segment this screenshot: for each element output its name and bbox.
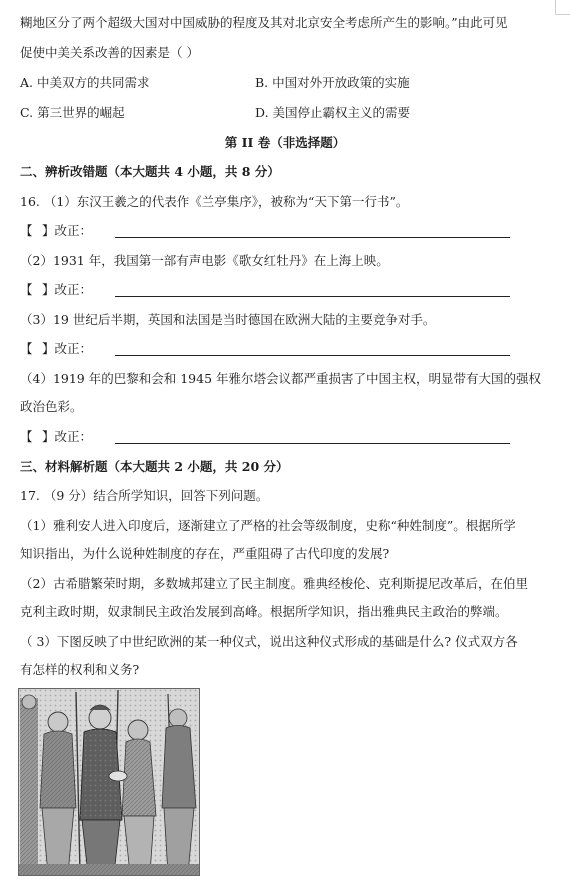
option-d-label: D. (255, 105, 269, 120)
q17-sub2-line1: （2）古希腊繁荣时期，多数城邦建立了民主制度。雅典经梭伦、克利斯提尼改革后，在伯里 (20, 576, 528, 591)
page-corner-mark (555, 0, 570, 15)
correction-row-1 (20, 222, 510, 240)
answer-line (115, 355, 510, 356)
left-bracket: 【 (20, 282, 33, 297)
correction-row-2 (20, 281, 510, 299)
correction-label: 】改正： (42, 341, 93, 356)
option-a (20, 74, 150, 92)
q17-sub1-line1: （1）雅利安人进入印度后，逐渐建立了严格的社会等级制度，史称“种姓制度”。根据所学 (20, 518, 516, 533)
answer-line (115, 237, 510, 238)
option-c (20, 104, 125, 122)
q17-sub3-line2: 有怎样的权利和义务? (20, 662, 140, 677)
option-d (255, 104, 410, 122)
correction-label: 】改正： (42, 223, 93, 238)
correction-label: 】改正： (42, 282, 93, 297)
q15-text-line2: 促使中美关系改善的因素是（ ） (20, 45, 199, 60)
q16-item3: （3）19 世纪后半期，英国和法国是当时德国在欧洲大陆的主要竞争对手。 (20, 312, 436, 327)
option-c-text: 第三世界的崛起 (37, 105, 125, 120)
option-b-label: B. (255, 75, 269, 90)
correction-row-3 (20, 340, 510, 358)
q16-item1: 16. （1）东汉王羲之的代表作《兰亭集序》，被称为“天下第一行书”。 (20, 194, 409, 209)
left-bracket: 【 (20, 341, 33, 356)
q17-sub1-line2: 知识指出，为什么说种姓制度的存在，严重阻碍了古代印度的发展? (20, 546, 390, 561)
q17-sub3-line1: （ 3）下图反映了中世纪欧洲的某一种仪式，说出这种仪式形成的基础是什么? 仪式双方各 (20, 634, 518, 649)
q17-sub2-line2: 克利主政时期，奴隶制民主政治发展到高峰。根据所学知识，指出雅典民主政治的弊端。 (20, 604, 508, 619)
section-title: 第 II 卷（非选择题） (224, 135, 346, 150)
correction-label: 】改正： (42, 429, 93, 444)
answer-line (115, 443, 510, 444)
answer-line (115, 296, 510, 297)
q16-item4-line2: 政治色彩。 (20, 399, 83, 414)
part2-heading: 二、辨析改错题（本大题共 4 小题，共 8 分） (20, 164, 280, 179)
option-b-text: 中国对外开放政策的实施 (272, 75, 410, 90)
option-d-text: 美国停止霸权主义的需要 (272, 105, 411, 120)
option-a-text: 中美双方的共同需求 (37, 75, 150, 90)
correction-row-4 (20, 428, 510, 446)
q16-item4-line1: （4）1919 年的巴黎和会和 1945 年雅尔塔会议都严重损害了中国主权，明显带有大国的强权 (20, 371, 541, 386)
option-a-label: A. (20, 75, 34, 90)
left-bracket: 【 (20, 429, 33, 444)
part3-heading: 三、材料解析题（本大题共 2 小题，共 20 分） (20, 459, 289, 474)
option-c-label: C. (20, 105, 34, 120)
left-bracket: 【 (20, 223, 33, 238)
option-b (255, 74, 410, 92)
q15-text-line1: 糊地区分了两个超级大国对中国威胁的程度及其对北京安全考虑所产生的影响。”由此可见 (20, 15, 508, 30)
q16-item2: （2）1931 年，我国第一部有声电影《歌女红牡丹》在上海上映。 (20, 253, 389, 268)
q17-intro: 17. （9 分）结合所学知识，回答下列问题。 (20, 488, 269, 503)
medieval-homage-illustration (18, 688, 200, 876)
